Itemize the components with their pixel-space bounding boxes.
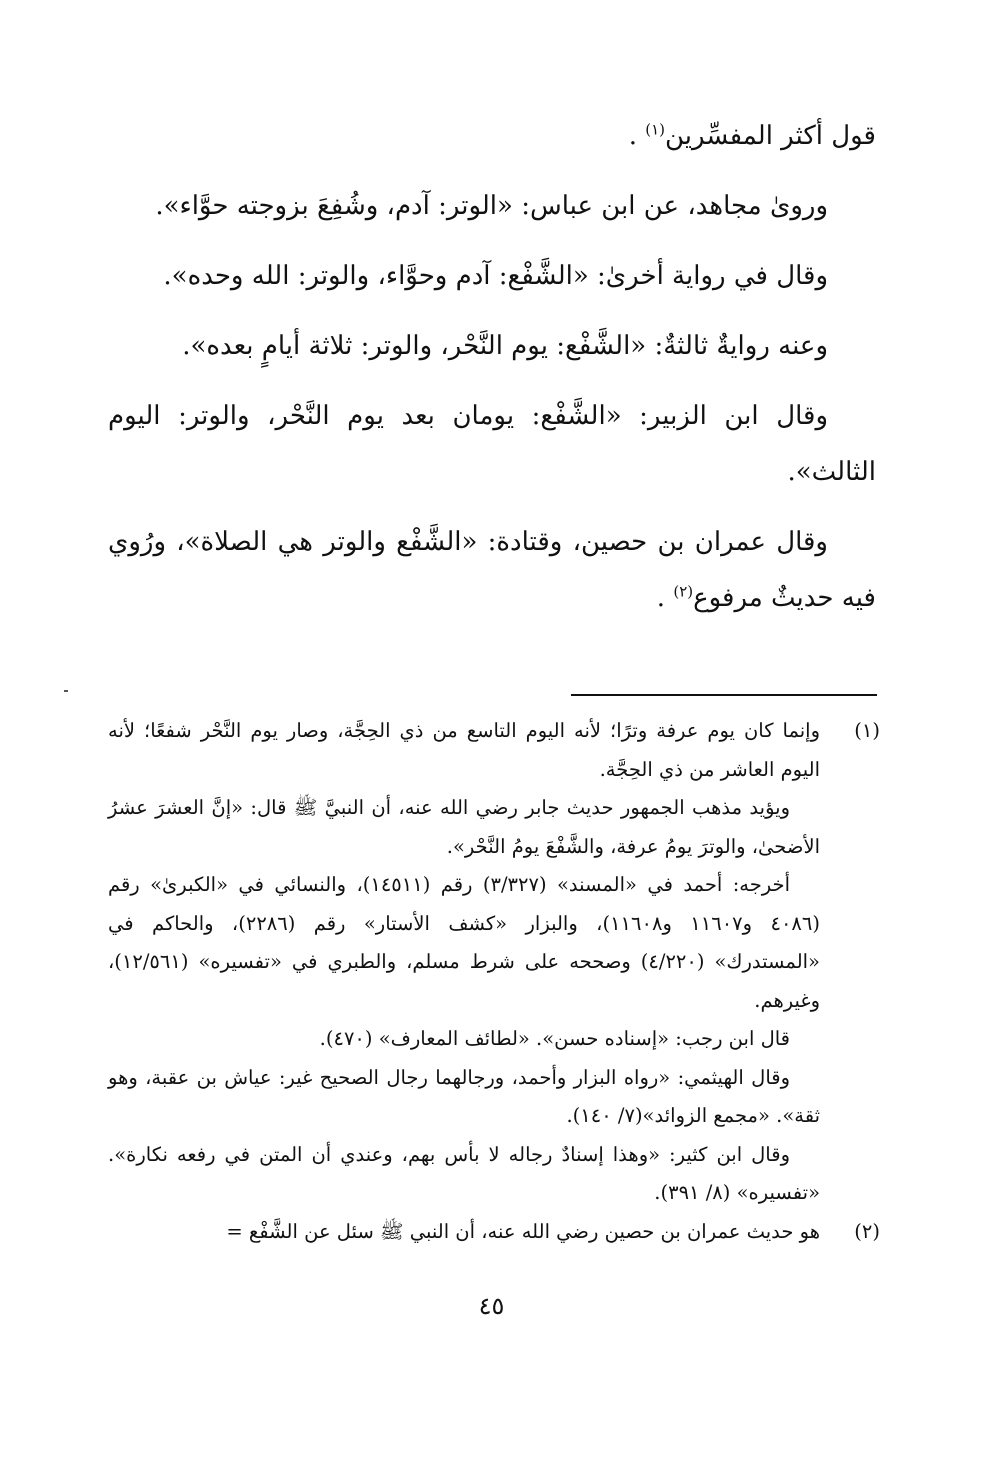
footnote-paragraph: أخرجه: أحمد في «المسند» (٣/٣٢٧) رقم (١٤٥١١)، والنسائي في «الكبرىٰ» رقم (٤٠٨٦ و١١٦٠٧ و١١٦٠٨)، والبزار «كشف الأستار» رقم (٢٢٨٦)، والحاكم في «المستدرك» (٤/٢٢٠) وصححه على شرط مسلم، والطبري في «تفسيره» (١٢/٥٦١)، وغيرهم. [108,873,820,1012]
footnote-2 [108,1213,880,1252]
main-paragraph: وعنه روايةٌ ثالثةٌ: «الشَّفْع: يوم النَّحْر، والوتر: ثلاثة أيامٍ بعده». [182,331,828,361]
footnote-paragraph: وقال ابن كثير: «وهذا إسنادٌ رجاله لا بأس بهم، وعندي أن المتن في رفعه نكارة». «تفسيره» (٨/ ٣٩١). [108,1142,820,1204]
footnotes [108,712,880,1251]
main-paragraph [108,108,876,164]
main-text [108,108,876,626]
footnote-paragraph: وقال الهيثمي: «رواه البزار وأحمد، ورجالهما رجال الصحيح غير: عياش بن عقبة، وهو ثقة». «مجمع الزوائد»(٧/ ١٤٠). [108,1065,820,1127]
paragraph-tail: . [628,121,646,151]
main-paragraph: وروىٰ مجاهد، عن ابن عباس: «الوتر: آدم، وشُفِعَ بزوجته حوَّاء». [155,191,828,221]
footnote-number: (١) [854,719,880,742]
paragraph-tail: . [656,583,674,613]
paragraph-text: وقال عمران بن حصين، وقتادة: «الشَّفْع والوتر هي الصلاة»، ورُوي فيه حديثٌ مرفوع [108,527,876,613]
main-paragraph: وقال في رواية أخرىٰ: «الشَّفْع: آدم وحوَّاء، والوتر: الله وحده». [163,261,828,291]
footnote-separator [571,694,877,696]
footnote-paragraph: ويؤيد مذهب الجمهور حديث جابر رضي الله عنه، أن النبيَّ ﷺ قال: «إنَّ العشرَ عشرُ الأضحىٰ، والوترَ يومُ عرفة، والشَّفْعَ يومُ النَّحْر». [108,796,820,858]
main-paragraph [108,514,876,626]
footnote-ref-1: (١) [645,120,666,139]
footnote-paragraph: قال ابن رجب: «إسناده حسن». «لطائف المعارف» (٤٧٠). [319,1027,790,1050]
footnote-ref-2: (٢) [673,582,694,601]
scan-speck [64,690,68,692]
footnote-paragraph: هو حديث عمران بن حصين رضي الله عنه، أن النبي ﷺ سئل عن الشَّفْع = [226,1219,820,1243]
page-number: ٤٥ [478,1292,505,1320]
footnote-paragraph: وإنما كان يوم عرفة وترًا؛ لأنه اليوم التاسع من ذي الحِجَّة، وصار يوم النَّحْر شفعًا؛ لأنه اليوم العاشر من ذي الحِجَّة. [108,719,820,781]
footnote-number: (٢) [854,1219,880,1243]
footnote-1 [108,712,880,1213]
main-paragraph: وقال ابن الزبير: «الشَّفْع: يومان بعد يوم النَّحْر، والوتر: اليوم الثالث». [108,401,876,487]
paragraph-text: قول أكثر المفسِّرين [665,121,876,151]
